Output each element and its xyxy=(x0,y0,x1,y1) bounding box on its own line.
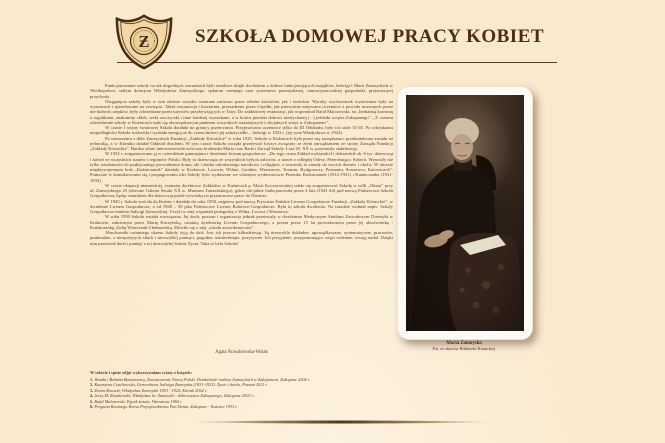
paragraph: W 1932 r. zorganizowano ją w czteroletnie gimnazjum i dwuletnie liceum gospodarcze. „Do tego czasu Zakład wykształcił i dokształcił ok. 6 tys. dziewcząt i kobiet ze wszystkich stanów i regionów Polski. Były to dziewczęta ze wszystkich byłych zaborów, a nawet z odległej Odesy, Petersburga i Syberii. Wynosiły nie tylko wiadomości do praktycznego prowadzenia domu, ale i ducha odrodzonego narodowo i religijnie, a rozniosły te zasady do swoich domów i okolic. W okresie międzywojennym koła „Kuźniczanek” działały w Krakowie, Lwowie, Wilnie, Grodnie, Warszawie, Toruniu, Bydgoszczy, Poznaniu, Sosnowcu, Katowicach”. Pomocne w kontaktowaniu się i propagowaniu idei Szkoły było wydawane we własnym wydawnictwie Pisemko Kuźniczanek (1912-1931) i Kuźniczanka (1931-1933). xyxy=(90,151,393,183)
page-title: SZKOŁA DOMOWEJ PRACY KOBIET xyxy=(195,26,545,47)
author-signature: Agata Nowakowska-Wolak xyxy=(215,350,268,355)
footnote-number: 1. xyxy=(90,376,94,382)
photo-card xyxy=(397,86,533,340)
paragraph: Absolwentki ostatniego okresu Szkoły żyją do dziś. Jest ich jeszcze kilkadziesiąt. Są niezwykle dokładne, uporządkowane, systematyczne, pracowite, punktualne, o niespożytych siłach i niezwykłej pamięci, pogodne, uśmiechnięte, pozytywne. Ich przyjaźnie, przypominające więzi rodzinne, trwają nadal. Dzięki nim przetrwał duch i pamięć o tej niezwykłej Szkole Życia. Taka to była Szkoła! xyxy=(90,230,393,246)
paragraph: W czasie okupacji niemieckiej, ostatniej dyrektorce Zakładów w Kuźnicach p. Marii Koczorowskiej udało się zorganizować Szkołę w willi „Oksza” przy ul. Zamoyskiego 25 (obecnie Galeria Sztuki XX w. Muzeum Tatrzańskiego), gdzie oficjalnie funkcjonowała przez 4 lata (1941-44) pod nazwą Państwowa Szkoła Gospodarcza, będąc ratunkiem dla dziewcząt przed wywózką na przymusowe prace do Niemiec. xyxy=(90,182,393,199)
footnote-text: Zenon Bosacki, Władysław Zamoyski 1853 - 1924, Kórnik 2002 r. xyxy=(94,387,208,393)
paragraph: W czasie I wojny światowej Szkoła działała na granicy przetrwania. Przyjmowano uczennice tylko do III Oddziału, było ich stale 35-45. Po odzyskaniu niepodległości Szkoła rozkwitła i tryskała energią aż do czasu śmierci jej założycielki – Jadwigi w 1923 r. (jej syna Władysława w 1924). xyxy=(90,125,393,136)
paragraph: Po utworzeniu z dóbr Zamoyskich Fundacji „Zakłady Kórnickie” w roku 1925, Szkoła w Kuźnicach była przez nią zarządzana i przekształcona została na jednostkę, a w Kórniku działał Oddział dwuletni. W tym czasie Szkoła zaczęła przeżywać kryzys związany ze złym zarządzaniem ze strony Zarządu Fundacji „Zakłady Kórnickie”. Bardzo silnie interweniowała wówczas hrabianka Maria oraz Rada i Zarząd Szkoły. Lata 30. XX w. przyniosły stabilizację. xyxy=(90,135,393,151)
footnote-number: 4. xyxy=(90,393,94,398)
article-text xyxy=(90,83,393,246)
footnote-item xyxy=(90,404,400,410)
footnote-text: Program Rocznego Kursu Przysposobienia Pań Domu, Zakopane - Kuźnice 1933 r. xyxy=(94,404,238,409)
footnote-number: 3. xyxy=(90,387,94,393)
svg-text:Ƶ: Ƶ xyxy=(138,31,150,51)
bottom-divider-ornament xyxy=(186,412,496,418)
paragraph: Funkcjonowanie szkoły na tak dogodnych warunkach było możliwe dzięki dochodom z dobrze funkcjonujących majątków Jadwigi i Marii Zamoyskich w Wielkopolsce, stałym dotacjom Władysława Zamoyskiego, opłatom czesnego oraz systemowi przemyślanej, samowystarczalnej gospodarki, przynoszącej przychody. xyxy=(90,83,393,99)
footnote-number: 5. xyxy=(90,398,94,404)
portrait-photo xyxy=(406,95,524,331)
paragraph: W roku 1950 Szkoła została rozwiązana. Jej duch, poziom i organizacja jednak przetrwały w dwuletnim Medycznym Studium Zawodowym Dietetyki w Krakowie, założonym przez Marię Kaczyńską, ostatnią dyrektorkę Liceum Gospodarczego, a potem przez 15 lat prowadzonym przez jej absolwentkę - Kuźniczankę, Zofię Wiszczenk-Chełmońską. Mówiło się o niej „szkoła arystokratyczna”. xyxy=(90,214,393,230)
paragraph: Osiągnięcia szkoły były w tym okresie wysoko oceniane zarówno przez władze kościelne, jak i świeckie. Wyroby wychowanek wystawiane były na wystawach i sprzedawane na zewnątrz. Także restauracja i kawiarnia, prowadzone przez Cepelki, jak pierwotnie nazywano uczennice z powodu noszonych przez nie białych czepków, były odwiedzane przez turystów przybywających w Tatry. Do zakładowej restauracji, jak wspominał Rafał Malczewski, na „herbatnią kawunię z rogalikami, znakomity chleb, serki owczyczki i inne bardziej wyszukane, a w końcu pierniki dobroci niesłychanej (...) jeździła socjeta Zakopanego”. „Z czasem odwiedzenie szkoły w Kuźnicach stało się obowiązkowym punktem wszystkich ważniejszych i oficjalnych wizyt w Zakopanem”. xyxy=(90,98,393,125)
photo-caption-title: Maria Zamoyska xyxy=(446,341,482,346)
footnote-text: Katarzyna Czachowska, Generałowa Jadwiga Zamoyska (1831-1923). Życie i dzieło, Poznań 2011 r. xyxy=(94,382,268,387)
footnote-number: 2. xyxy=(90,382,94,387)
footnotes-heading: W tekście i spisie zdjęć wykorzystałam cytaty z książek: xyxy=(90,370,193,375)
school-crest xyxy=(112,12,176,70)
footnote-text: Wanda i Bohdan Baranowscy, Zwiastowanie Nowej Polski. Działalność rodziny Zamoyskich w Zakopanem, Zakopane 2004 r. xyxy=(94,376,311,382)
paragraph: W 1945 r. Szkoła wróciła do Kuźnic i działała do roku 1950, najpierw pod nazwą Prywatne Żeńskie Liceum Gospodarcze Fundacji „Zakłady Kórnickie”, w dwuletnie Liceum Gospodarcze, a od 1948 – 50 jako Państwowe Liceum Rolniczo-Gospodarcze. Była to szkoła dwuletnia. Na fasadzie widniał napis: Szkoły Gospodarcze imienia Jadwigi Zamoyskiej. Uczyli w niej wspaniali pedagodzy z Wilna, Lwowa i Warszawy. xyxy=(90,198,393,214)
photo-caption xyxy=(397,341,531,351)
photo-caption-credit: Fot. ze zbiorów Biblioteki Kórnickiej xyxy=(432,346,496,351)
footnote-number: 6. xyxy=(90,404,94,409)
shield-icon xyxy=(112,12,176,70)
footnotes xyxy=(90,370,400,410)
footnote-text: Rafał Malczewski, Pępek świata, Warszawa 1960 r. xyxy=(94,398,183,404)
header-rule xyxy=(117,62,557,63)
footnote-text: Jerzy M. Roszkowski, Władysław hr. Zamoyski - dobroczyńca Zakopanego, Zakopane 2003 r. xyxy=(94,393,254,398)
